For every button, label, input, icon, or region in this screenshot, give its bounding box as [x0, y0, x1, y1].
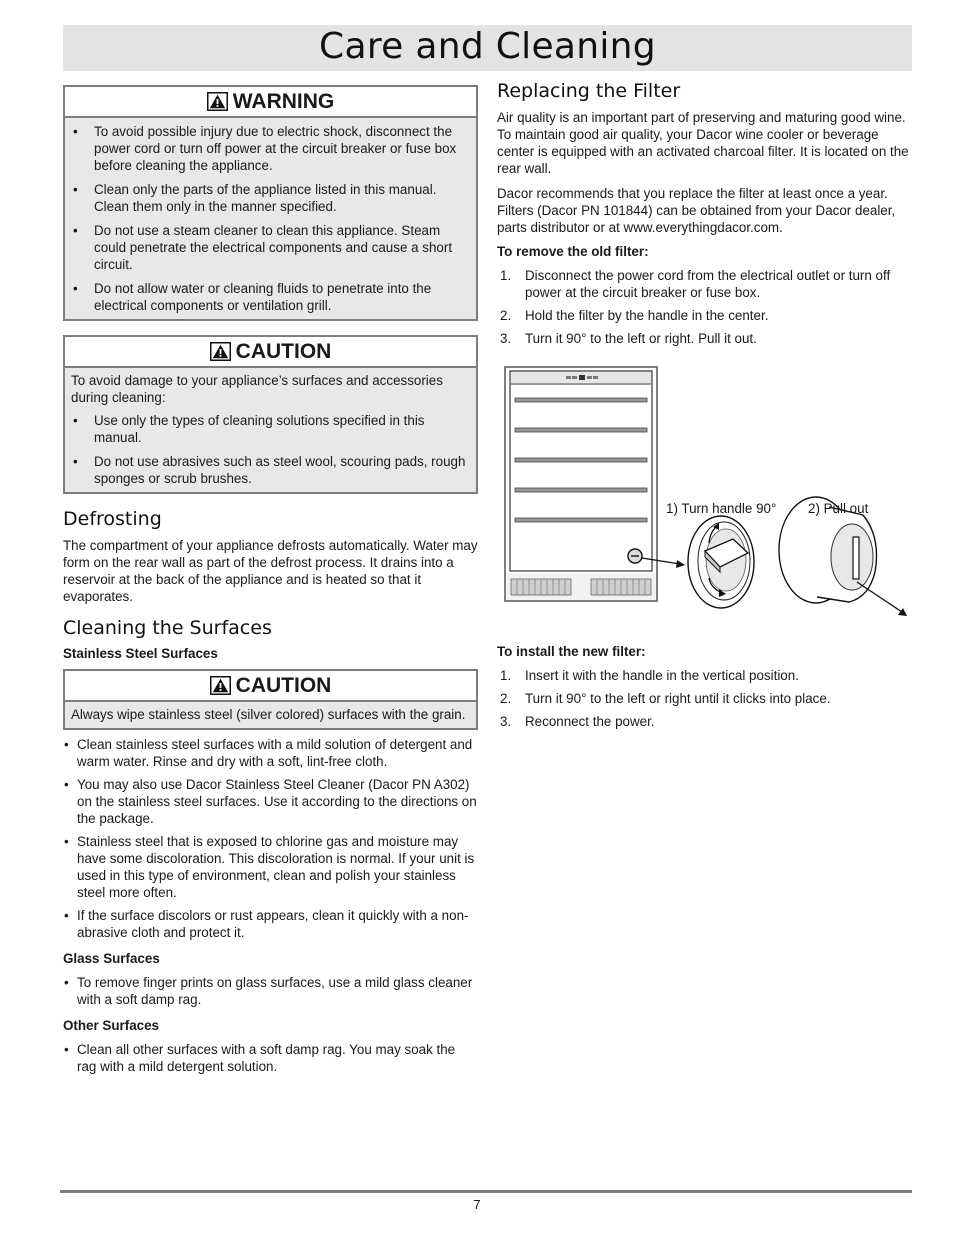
stainless-caution-heading-text: CAUTION [235, 674, 332, 697]
filter-figure [497, 357, 912, 632]
remove-heading: To remove the old filter: [497, 244, 649, 259]
stainless-caution-heading [65, 671, 476, 702]
caution-item: • Use only the types of cleaning solutions specified in this manual. [71, 412, 469, 446]
stainless-caution-text: Always wipe stainless steel (silver colored) surfaces with the grain. [71, 707, 466, 722]
caution-heading-text: CAUTION [235, 340, 332, 363]
install-steps [497, 667, 912, 730]
stainless-item: • If the surface discolors or rust appears, clean it quickly with a non-abrasive cloth and protect it. [63, 907, 478, 941]
other-heading: Other Surfaces [63, 1018, 160, 1033]
right-column [497, 80, 912, 738]
stainless-item: • Clean stainless steel surfaces with a mild solution of detergent and warm water. Rinse and dry with a soft, lint-free cloth. [63, 736, 478, 770]
caution-box [63, 335, 478, 494]
wine-cooler-illustration [497, 357, 912, 632]
figure-label-turn: 1) Turn handle 90° [666, 501, 777, 516]
warning-box [63, 85, 478, 321]
stainless-list [63, 736, 478, 941]
page-number: 7 [473, 1197, 481, 1212]
caution-triangle-icon [210, 342, 231, 361]
install-step: 2. Turn it 90° to the left or right until it clicks into place. [500, 691, 831, 706]
title-bar [63, 25, 912, 71]
warning-item: • Do not allow water or cleaning fluids to penetrate into the electrical components or ventilation grill. [71, 280, 469, 314]
remove-step: 1. Disconnect the power cord from the electrical outlet or turn off power at the circuit breaker or fuse box. [500, 268, 891, 300]
footer-rule [60, 1190, 912, 1193]
warning-heading-text: WARNING [232, 90, 335, 113]
remove-step: 2. Hold the filter by the handle in the center. [500, 308, 769, 323]
warning-heading [65, 87, 476, 118]
remove-steps [497, 267, 912, 347]
glass-list [63, 974, 478, 1008]
caution-intro: To avoid damage to your appliance’s surfaces and accessories during cleaning: [71, 373, 443, 405]
caution-item: • Do not use abrasives such as steel wool, scouring pads, rough sponges or scrub brushes. [71, 453, 469, 487]
filter-para1: Air quality is an important part of preserving and maturing good wine. To maintain good air quality, your Dacor wine cooler or beverage center is equipped with an activated charcoal filter. It is located on the rear wall. [497, 110, 909, 176]
filter-heading: Replacing the Filter [497, 80, 681, 102]
glass-item: • To remove finger prints on glass surfaces, use a mild glass cleaner with a soft damp rag. [63, 974, 478, 1008]
glass-heading: Glass Surfaces [63, 951, 160, 966]
install-heading: To install the new filter: [497, 644, 646, 659]
install-step: 1. Insert it with the handle in the vertical position. [500, 668, 799, 683]
other-list [63, 1041, 478, 1075]
caution-list [71, 412, 469, 487]
warning-item: • Clean only the parts of the appliance listed in this manual. Clean them only in the manner specified. [71, 181, 469, 215]
filter-turn-illustration [688, 516, 754, 608]
warning-triangle-icon [207, 92, 228, 111]
install-step: 3. Reconnect the power. [500, 714, 655, 729]
left-column [63, 85, 478, 1085]
figure-label-pull: 2) Pull out [808, 501, 869, 516]
defrosting-text: The compartment of your appliance defrosts automatically. Water may form on the rear wall as part of the defrost process. It drains into a reservoir at the back of the appliance and is heated so that it evaporates. [63, 538, 478, 604]
warning-list [71, 123, 469, 314]
other-item: • Clean all other surfaces with a soft damp rag. You may soak the rag with a mild detergent solution. [63, 1041, 478, 1075]
warning-item: • To avoid possible injury due to electric shock, disconnect the power cord or turn off power at the circuit breaker or fuse box before cleaning the appliance. [71, 123, 469, 174]
stainless-item: • You may also use Dacor Stainless Steel Cleaner (Dacor PN A302) on the stainless steel surfaces. Use it according to the directions on the package. [63, 776, 478, 827]
warning-item: • Do not use a steam cleaner to clean this appliance. Steam could penetrate the electrical components and cause a short circuit. [71, 222, 469, 273]
caution-triangle-icon [210, 676, 231, 695]
page-title: Care and Cleaning [319, 26, 656, 67]
remove-step: 3. Turn it 90° to the left or right. Pull it out. [500, 331, 757, 346]
stainless-heading: Stainless Steel Surfaces [63, 646, 218, 661]
stainless-item: • Stainless steel that is exposed to chlorine gas and moisture may have some discoloration. This discoloration is normal. If your unit is used in this type of environment, clean and polish your stainless steel more often. [63, 833, 478, 901]
cleaning-heading: Cleaning the Surfaces [63, 617, 272, 639]
defrosting-heading: Defrosting [63, 508, 162, 530]
filter-para2: Dacor recommends that you replace the filter at least once a year. Filters (Dacor PN 101844) can be obtained from your Dacor dealer, parts distributor or at www.everythingdacor.com. [497, 186, 896, 235]
caution-heading [65, 337, 476, 368]
stainless-caution-box [63, 669, 478, 730]
